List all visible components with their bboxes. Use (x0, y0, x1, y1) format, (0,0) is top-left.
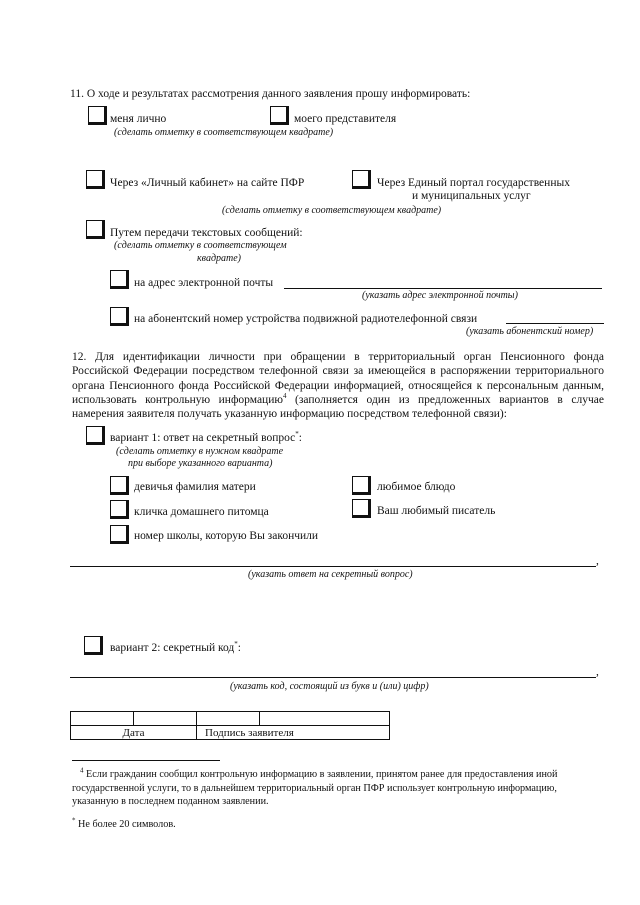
footnote-4: $^4$ Если гражданин сообщил контрольную информацию в заявлении, принятом ранее для предоставления иной государственной услуги, то в дальнейшем территориальный орган ПФР использует контрольную информацию, указанную в последнем поданном заявлении. (72, 766, 558, 807)
opt-email-label: на адрес электронной почты (134, 277, 274, 289)
secret-answer-line[interactable] (70, 566, 596, 567)
email-input-line[interactable] (284, 288, 602, 289)
variant1-label: вариант 1: ответ на секретный вопрос*: (110, 430, 302, 444)
opt-representative-label: моего представителя (294, 113, 397, 125)
signature-label: Подпись заявителя (197, 726, 390, 740)
opt-writer-label: Ваш любимый писатель (377, 505, 496, 517)
date-day-cell[interactable] (71, 712, 134, 726)
hint-variant1-a: (сделать отметку в нужном квадрате (116, 446, 284, 457)
footnote-separator (72, 760, 220, 761)
phone-input-line[interactable] (506, 323, 604, 324)
variant2-label: вариант 2: секретный код*: (110, 640, 241, 654)
checkbox-gov-portal[interactable] (352, 170, 371, 189)
checkbox-personal-cabinet[interactable] (86, 170, 105, 189)
footnote-star: * Не более 20 символов. (72, 816, 176, 830)
opt-school-label: номер школы, которую Вы закончили (134, 530, 319, 542)
date-label: Дата (71, 726, 197, 740)
hint-mark-square-1: (сделать отметку в соответствующем квадрате) (114, 127, 334, 138)
q12-paragraph: 12. Для идентификации личности при обращении в территориальный орган Пенсионного фонда Российской Федерации посредством телефонной связи за имеющейся в распоряжении территориального органа Пенсионного фонда Российской Федерации информацией, относящейся к персональным данным, использовать контрольную информацию$^4$ (заполняется один из предложенных вариантов в случае намерения заявителя получать указанную информацию посредством телефонной связи): (72, 351, 604, 421)
answer-comma: , (596, 555, 599, 567)
footnote-ref-4: 4 (282, 392, 287, 401)
checkbox-variant2[interactable] (84, 636, 103, 655)
q11-heading: 11. О ходе и результатах рассмотрения данного заявления прошу информировать: (70, 88, 471, 100)
checkbox-favorite-dish[interactable] (352, 476, 371, 495)
opt-portal-label-1: Через Единый портал государственных (377, 177, 570, 189)
hint-mark-square-2: (сделать отметку в соответствующем квадрате) (222, 205, 442, 216)
date-month-cell[interactable] (134, 712, 197, 726)
opt-cabinet-label: Через «Личный кабинет» на сайте ПФР (110, 177, 305, 189)
secret-code-line[interactable] (70, 677, 596, 678)
opt-maiden-name-label: девичья фамилия матери (134, 481, 256, 493)
opt-phone-label: на абонентский номер устройства подвижной радиотелефонной связи (134, 313, 478, 325)
hint-secret-code: (указать код, состоящий из букв и (или) цифр) (230, 681, 429, 692)
checkbox-personally[interactable] (88, 106, 107, 125)
opt-portal-label-2: и муниципальных услуг (412, 190, 531, 202)
checkbox-maiden-name[interactable] (110, 476, 129, 495)
checkbox-variant1[interactable] (86, 426, 105, 445)
date-year-cell[interactable] (197, 712, 260, 726)
checkbox-phone[interactable] (110, 307, 129, 326)
code-comma: , (596, 666, 599, 678)
hint-secret-answer: (указать ответ на секретный вопрос) (248, 569, 413, 580)
checkbox-writer[interactable] (352, 499, 371, 518)
hint-variant1-b: при выборе указанного варианта) (128, 458, 273, 469)
hint-mark-square-3b: квадрате) (197, 253, 241, 264)
opt-pet-name-label: кличка домашнего питомца (134, 506, 269, 518)
checkbox-email[interactable] (110, 270, 129, 289)
checkbox-pet-name[interactable] (110, 500, 129, 519)
hint-phone: (указать абонентский номер) (466, 326, 594, 337)
hint-mark-square-3a: (сделать отметку в соответствующем (114, 240, 287, 251)
signature-cell[interactable] (260, 712, 390, 726)
signature-table (70, 711, 390, 740)
checkbox-sms[interactable] (86, 220, 105, 239)
opt-sms-label: Путем передачи текстовых сообщений: (110, 227, 303, 239)
checkbox-school[interactable] (110, 525, 129, 544)
opt-personally-label: меня лично (110, 113, 167, 125)
hint-email: (указать адрес электронной почты) (362, 290, 518, 301)
opt-favorite-dish-label: любимое блюдо (377, 481, 456, 493)
checkbox-representative[interactable] (270, 106, 289, 125)
